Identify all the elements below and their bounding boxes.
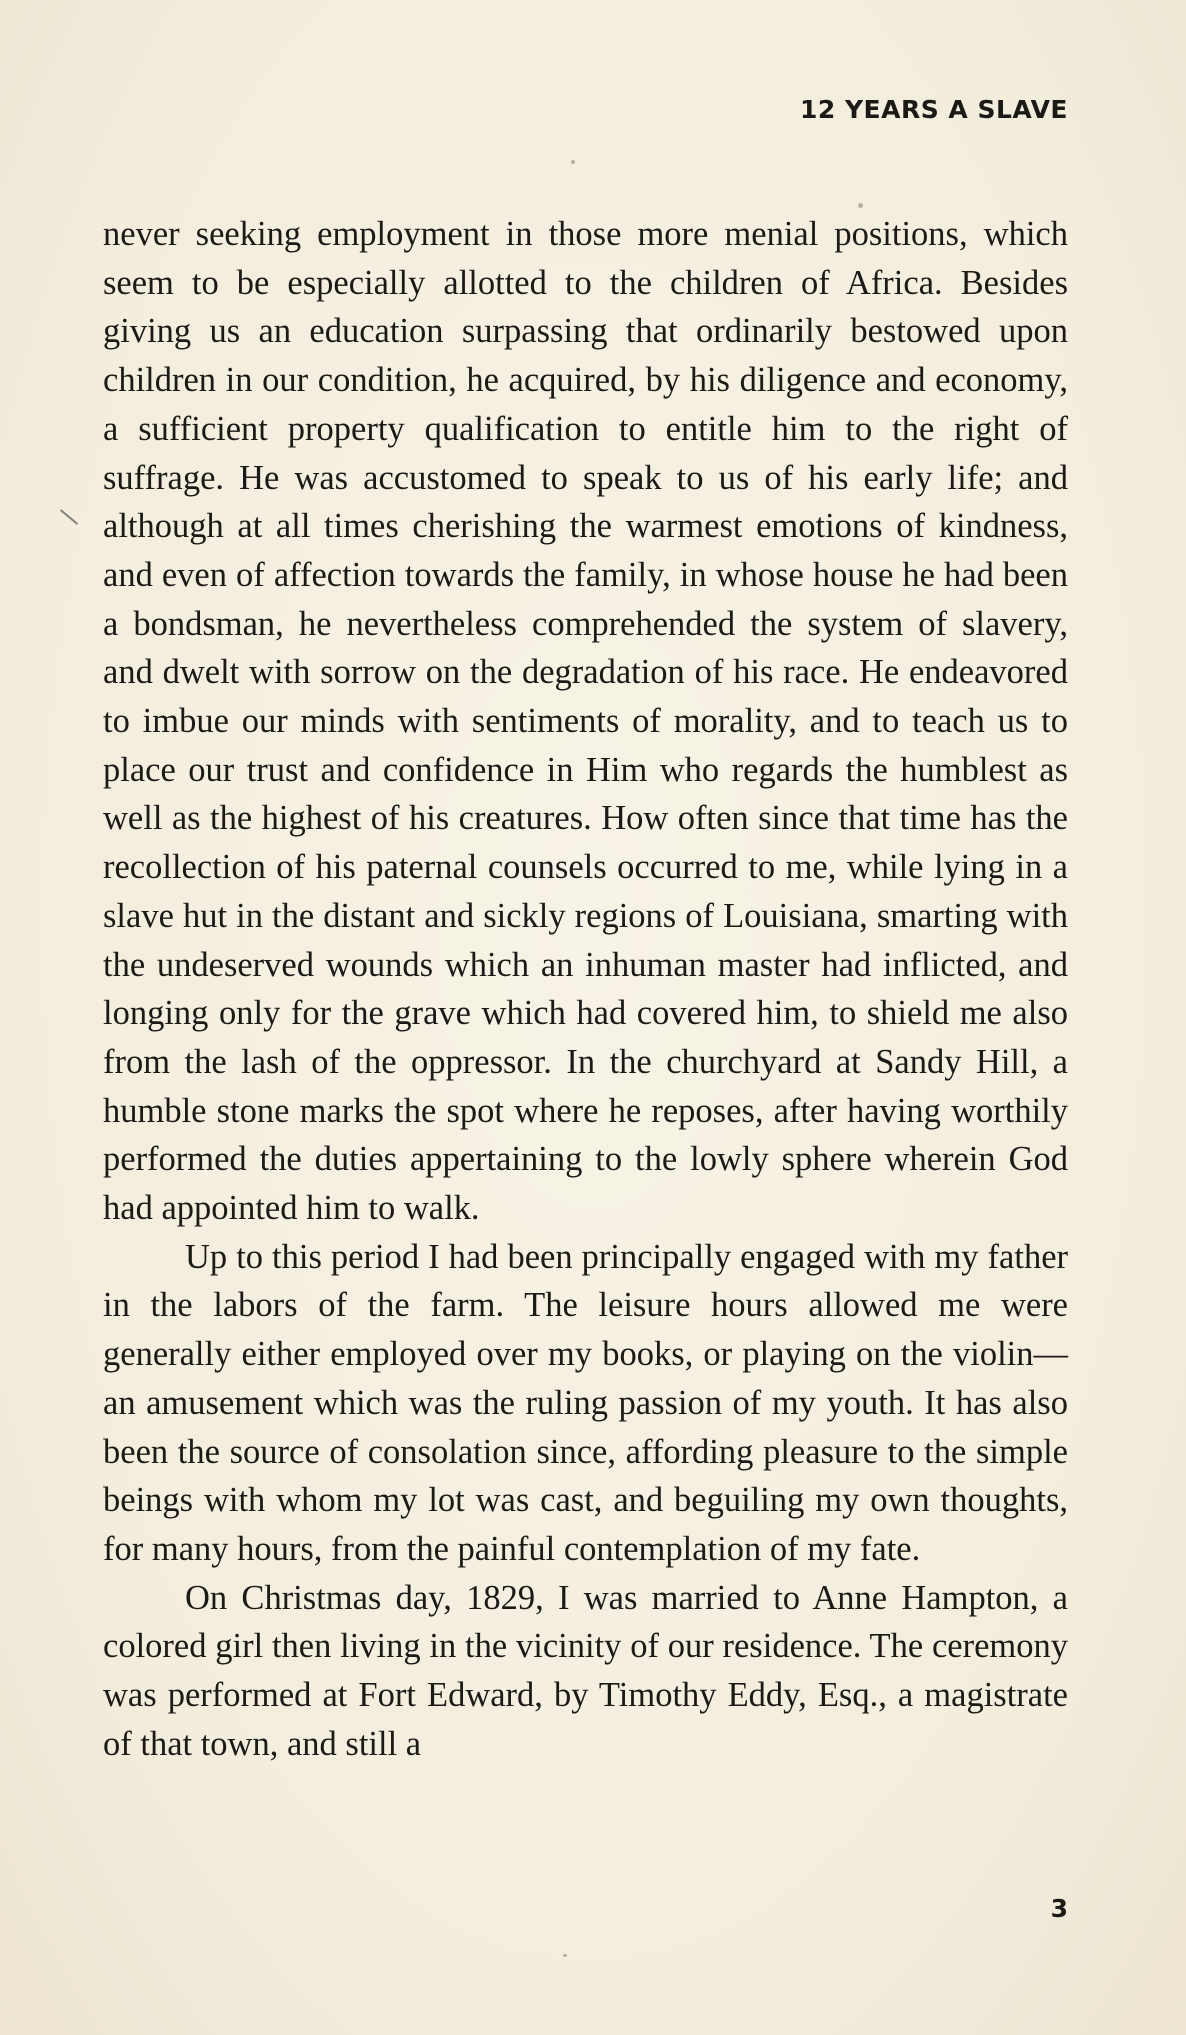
paragraph-marriage: On Christmas day, 1829, I was married to Anne Hampton, a colored girl then living in the vicinity of our residence. The ceremony was performed at Fort Edward, by Timothy Eddy, Esq., a magistrate of that town, and still a xyxy=(103,1578,1068,1763)
margin-mark xyxy=(60,509,78,525)
running-header-title: 12 YEARS A SLAVE xyxy=(799,95,1068,124)
body-text xyxy=(103,210,1068,1769)
paragraph-farm-labors: Up to this period I had been principally engaged with my father in the labors of the farm. The leisure hours allowed me were generally either employed over my books, or playing on the violin—an amusement which was the ruling passion of my youth. It has also been the source of consolation since, affording pleasure to the simple beings with whom my lot was cast, and beguiling my own thoughts, for many hours, from the painful contemplation of my fate. xyxy=(103,1237,1068,1568)
paper-speck xyxy=(571,160,575,164)
paper-speck xyxy=(858,203,863,208)
page-number: 3 xyxy=(1050,1894,1068,1923)
paper-speck xyxy=(563,1954,567,1957)
paragraph-continued: never seeking employment in those more menial positions, which seem to be especially allotted to the children of Africa. Besides giving us an education surpassing that ordinarily bestowed upon children in our condition, he acquired, by his diligence and economy, a sufficient property qualification to entitle him to the right of suffrage. He was accustomed to speak to us of his early life; and although at all times cherishing the warmest emotions of kindness, and even of affection towards the family, in whose house he had been a bondsman, he nevertheless comprehended the system of slavery, and dwelt with sorrow on the degradation of his race. He endeavored to imbue our minds with sentiments of morality, and to teach us to place our trust and confidence in Him who regards the humblest as well as the highest of his creatures. How often since that time has the recollection of his paternal counsels occurred to me, while lying in a slave hut in the distant and sickly regions of Louisiana, smarting with the undeserved wounds which an inhuman master had inflicted, and longing only for the grave which had covered him, to shield me also from the lash of the oppressor. In the churchyard at Sandy Hill, a humble stone marks the spot where he reposes, after having worthily performed the duties appertaining to the lowly sphere wherein God had appointed him to walk. xyxy=(103,215,1068,1228)
